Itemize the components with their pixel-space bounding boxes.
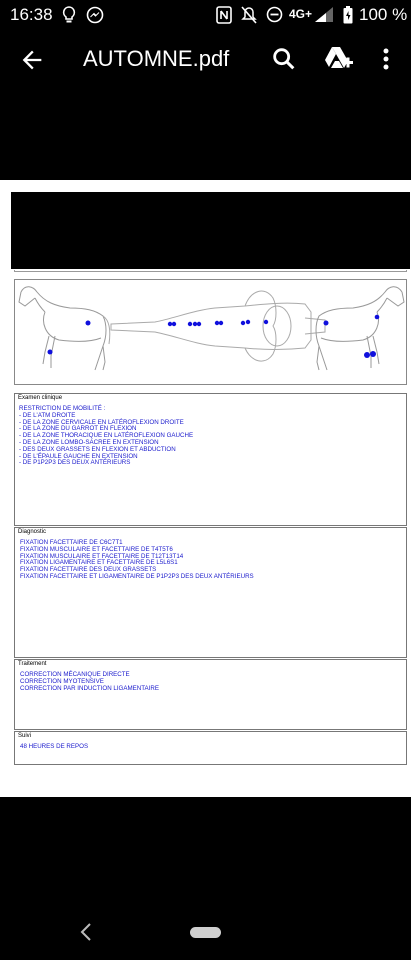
examen-line: - DE L'ÉPAULE GAUCHE EN EXTENSION [19,452,138,460]
diagnostic-header: Diagnostic [18,529,47,535]
network-type: 4G+ [289,7,313,21]
nav-back-icon[interactable] [78,922,94,947]
marker [246,320,250,324]
diagnostic-line: FIXATION MUSCULAIRE ET FACETTAIRE DE T12T13T14 [20,552,184,560]
examen-line: - DES DEUX GRASSETS EN FLEXION ET ABDUCTION [19,445,176,453]
suivi-line: 48 HEURES DE REPOS [20,743,89,750]
diagnostic-lines [20,540,254,581]
traitement-line: CORRECTION MYOTENSIVE [20,677,104,685]
examen-line: RESTRICTION DE MOBILITÉ : [19,405,106,412]
left-horse-illustration [19,287,110,370]
traitement-lines [20,672,159,692]
marker [168,322,172,326]
examen-line: - DE P1P2P3 DES DEUX ANTÉRIEURS [19,459,131,467]
search-icon[interactable] [270,45,298,78]
nfc-icon [216,6,232,29]
marker [324,321,329,326]
diagnostic-line: FIXATION LIGAMENTAIRE ET FACETTAIRE DE L5L6S1 [20,559,178,567]
document-title: AUTOMNE.pdf [83,46,230,71]
examen-section [14,393,407,526]
battery-icon [343,6,353,29]
examen-line: - DE L'ATM DROITE [19,411,76,419]
suivi-lines [20,744,88,751]
traitement-line: CORRECTION MÉCANIQUE DIRECTE [20,671,130,678]
status-time: 16:38 [10,5,53,24]
marker [375,315,380,320]
diagnostic-line: FIXATION MUSCULAIRE ET FACETTAIRE DE T4T5T6 [20,545,173,553]
suivi-header: Suivi [18,733,32,739]
marker [219,321,223,325]
app-toolbar [0,30,411,90]
battery-percent: 100 % [359,5,408,24]
topview-horse-illustration [111,291,325,361]
diagnostic-line: FIXATION FACETTAIRE DE C6C7T1 [20,539,123,546]
examen-header: Examen clinique [18,395,63,401]
nav-home-pill[interactable] [190,927,221,938]
back-arrow-icon[interactable] [18,46,46,79]
examen-line: - DE LA ZONE DU GARROT EN FLEXION [19,425,137,433]
traitement-header: Traitement [18,661,47,667]
marker [364,352,370,358]
examen-lines [19,406,193,467]
marker [264,320,268,324]
marker [48,350,53,355]
marker [215,321,219,325]
mute-icon [241,6,257,29]
suivi-section [14,731,407,765]
drive-add-icon[interactable] [323,45,353,78]
diagnostic-line: FIXATION FACETTAIRE ET LIGAMENTAIRE DE P1P2P3 DES DEUX ANTÉRIEURS [20,572,254,580]
marker [241,321,245,325]
marker [197,322,201,326]
signal-icon [314,6,334,28]
more-vert-icon[interactable] [374,45,398,78]
marker [370,351,376,357]
horse-diagram [14,279,407,385]
status-bar [0,0,411,30]
messenger-icon [86,6,104,29]
redacted-header-block [11,192,410,269]
lightbulb-icon [62,6,76,29]
marker [193,322,197,326]
diagnostic-line: FIXATION FACETTAIRE DES DEUX GRASSETS [20,566,157,574]
marker [86,321,91,326]
marker [188,322,192,326]
restriction-markers [48,315,380,358]
marker [172,322,176,326]
examen-line: - DE LA ZONE THORACIQUE EN LATÉROFLEXION GAUCHE [19,432,194,440]
traitement-line: CORRECTION PAR INDUCTION LIGAMENTAIRE [20,684,159,692]
page-rule [14,270,407,272]
dnd-icon [266,6,283,28]
right-horse-illustration [316,287,404,370]
examen-line: - DE LA ZONE CERVICALE EN LATÉROFLEXION DROITE [19,418,184,426]
diagnostic-section [14,527,407,658]
examen-line: - DE LA ZONE LOMBO-SACREE EN EXTENSION [19,438,159,446]
traitement-section [14,659,407,730]
pdf-page[interactable] [0,180,411,797]
